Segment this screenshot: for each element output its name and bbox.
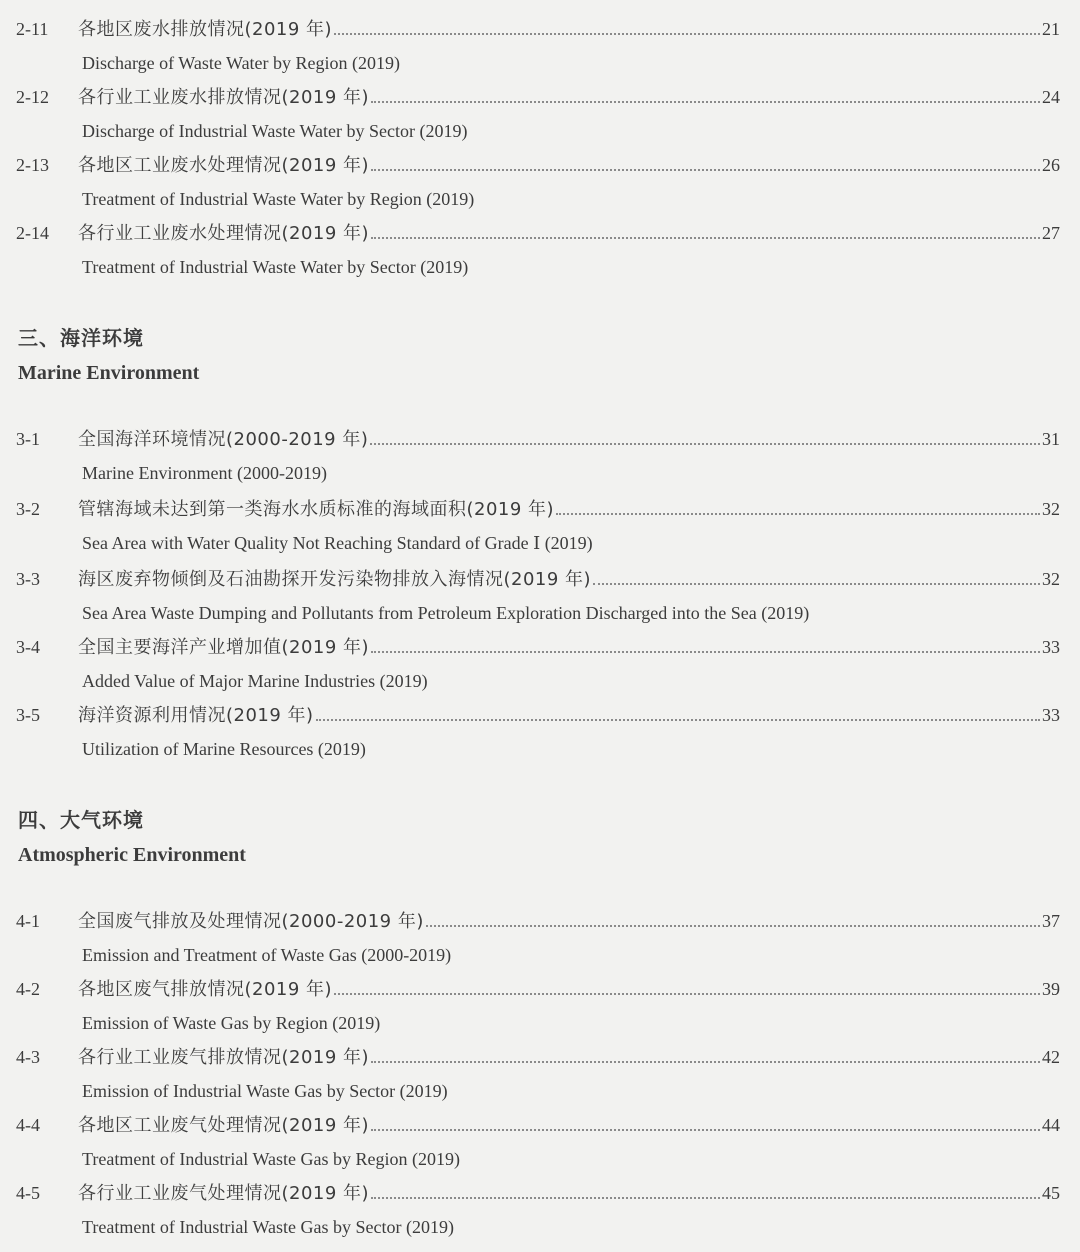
entry-number: 4-3 — [16, 1047, 40, 1067]
entry-title-en: Discharge of Industrial Waste Water by Sector (2019) — [82, 121, 468, 141]
entry-title-row — [78, 1182, 1060, 1204]
entry-title-en: Discharge of Waste Water by Region (2019) — [82, 53, 401, 73]
entry-page-number: 26 — [1042, 155, 1060, 175]
entry-title-en: Emission of Waste Gas by Region (2019) — [82, 1013, 381, 1033]
toc-entry[interactable] — [0, 486, 1080, 554]
entry-page-number: 27 — [1042, 223, 1060, 243]
entry-title-row — [78, 154, 1060, 176]
toc-entry[interactable] — [0, 692, 1080, 760]
entry-page-number: 31 — [1042, 429, 1060, 449]
entry-title-row — [78, 18, 1060, 40]
dot-leader — [371, 101, 1040, 103]
entry-title-row — [78, 222, 1060, 244]
entry-page-number: 45 — [1042, 1183, 1060, 1203]
entry-title-row — [78, 1046, 1060, 1068]
entry-title-cn: 各地区废水排放情况(2019 年) — [78, 19, 333, 40]
entry-title-cn: 全国海洋环境情况(2000-2019 年) — [78, 429, 369, 450]
entry-page-number: 32 — [1042, 569, 1060, 589]
dot-leader — [370, 443, 1040, 445]
dot-leader — [334, 33, 1040, 35]
entry-number: 3-1 — [16, 429, 40, 449]
toc-entry[interactable] — [0, 6, 1080, 74]
entry-title-cn: 管辖海域未达到第一类海水水质标准的海域面积(2019 年) — [78, 499, 555, 520]
entry-page-number: 33 — [1042, 637, 1060, 657]
entry-title-cn: 各行业工业废气处理情况(2019 年) — [78, 1183, 370, 1204]
entry-page-number: 39 — [1042, 979, 1060, 999]
entry-title-cn: 各地区废气排放情况(2019 年) — [78, 979, 333, 1000]
dot-leader — [371, 1197, 1040, 1199]
entry-title-cn: 各行业工业废气排放情况(2019 年) — [78, 1047, 370, 1068]
entry-title-row — [78, 1114, 1060, 1136]
entry-title-cn: 海区废弃物倾倒及石油勘探开发污染物排放入海情况(2019 年) — [78, 569, 592, 590]
entry-page-number: 32 — [1042, 499, 1060, 519]
entry-title-cn: 海洋资源利用情况(2019 年) — [78, 705, 314, 726]
entry-title-cn: 全国废气排放及处理情况(2000-2019 年) — [78, 911, 424, 932]
dot-leader — [426, 925, 1040, 927]
entry-title-en: Marine Environment (2000-2019) — [82, 463, 327, 483]
dot-leader — [371, 1061, 1040, 1063]
section-heading-en: Atmospheric Environment — [18, 844, 246, 866]
toc-entry[interactable] — [0, 210, 1080, 278]
section-heading-cn: 三、海洋环境 — [18, 326, 144, 350]
entry-number: 2-14 — [16, 223, 49, 243]
entry-page-number: 24 — [1042, 87, 1060, 107]
section-heading-cn: 四、大气环境 — [18, 808, 144, 832]
entry-title-en: Utilization of Marine Resources (2019) — [82, 739, 366, 759]
entry-number: 3-5 — [16, 705, 40, 725]
section-heading-en: Marine Environment — [18, 362, 200, 384]
entry-title-row — [78, 498, 1060, 520]
entry-page-number: 44 — [1042, 1115, 1060, 1135]
toc-entry[interactable] — [0, 624, 1080, 692]
entry-title-cn: 全国主要海洋产业增加值(2019 年) — [78, 637, 370, 658]
entry-number: 3-4 — [16, 637, 40, 657]
toc-entry[interactable] — [0, 142, 1080, 210]
entry-title-cn: 各地区工业废水处理情况(2019 年) — [78, 155, 370, 176]
entry-number: 4-2 — [16, 979, 40, 999]
entry-number: 2-12 — [16, 87, 49, 107]
entry-title-row — [78, 428, 1060, 450]
entry-number: 4-4 — [16, 1115, 40, 1135]
toc-entry[interactable] — [0, 1034, 1080, 1102]
entry-title-en: Emission and Treatment of Waste Gas (2000-2019) — [82, 945, 452, 965]
entry-number: 3-2 — [16, 499, 40, 519]
entry-number: 2-11 — [16, 19, 49, 39]
entry-title-en: Treatment of Industrial Waste Gas by Region (2019) — [82, 1149, 460, 1169]
entry-title-cn: 各行业工业废水排放情况(2019 年) — [78, 87, 370, 108]
dot-leader — [371, 1129, 1040, 1131]
dot-leader — [371, 237, 1040, 239]
entry-title-en: Treatment of Industrial Waste Water by Sector (2019) — [82, 257, 469, 277]
entry-title-cn: 各行业工业废水处理情况(2019 年) — [78, 223, 370, 244]
entry-title-en: Sea Area with Water Quality Not Reaching Standard of Grade Ⅰ (2019) — [82, 533, 593, 553]
entry-title-en: Emission of Industrial Waste Gas by Sector (2019) — [82, 1081, 448, 1101]
entry-title-row — [78, 704, 1060, 726]
entry-title-row — [78, 910, 1060, 932]
toc-entry[interactable] — [0, 1102, 1080, 1170]
entry-title-en: Sea Area Waste Dumping and Pollutants from Petroleum Exploration Discharged into the Sea (2019) — [82, 603, 810, 623]
toc-entry[interactable] — [0, 74, 1080, 142]
entry-title-row — [78, 978, 1060, 1000]
entry-number: 3-3 — [16, 569, 40, 589]
entry-title-row — [78, 86, 1060, 108]
entry-page-number: 33 — [1042, 705, 1060, 725]
dot-leader — [556, 513, 1040, 515]
entry-title-row — [78, 636, 1060, 658]
entry-title-cn: 各地区工业废气处理情况(2019 年) — [78, 1115, 370, 1136]
entry-title-en: Added Value of Major Marine Industries (2019) — [82, 671, 428, 691]
toc-entry[interactable] — [0, 898, 1080, 966]
dot-leader — [593, 583, 1040, 585]
entry-number: 4-5 — [16, 1183, 40, 1203]
entry-title-row — [78, 568, 1060, 590]
dot-leader — [334, 993, 1040, 995]
entry-page-number: 37 — [1042, 911, 1060, 931]
toc-entry[interactable] — [0, 416, 1080, 484]
dot-leader — [316, 719, 1040, 721]
toc-entry[interactable] — [0, 1170, 1080, 1238]
entry-number: 2-13 — [16, 155, 49, 175]
toc-entry[interactable] — [0, 556, 1080, 624]
entry-title-en: Treatment of Industrial Waste Water by Region (2019) — [82, 189, 475, 209]
dot-leader — [371, 169, 1040, 171]
entry-title-en: Treatment of Industrial Waste Gas by Sector (2019) — [82, 1217, 454, 1237]
entry-page-number: 42 — [1042, 1047, 1060, 1067]
entry-page-number: 21 — [1042, 19, 1060, 39]
dot-leader — [371, 651, 1040, 653]
toc-entry[interactable] — [0, 966, 1080, 1034]
entry-number: 4-1 — [16, 911, 40, 931]
